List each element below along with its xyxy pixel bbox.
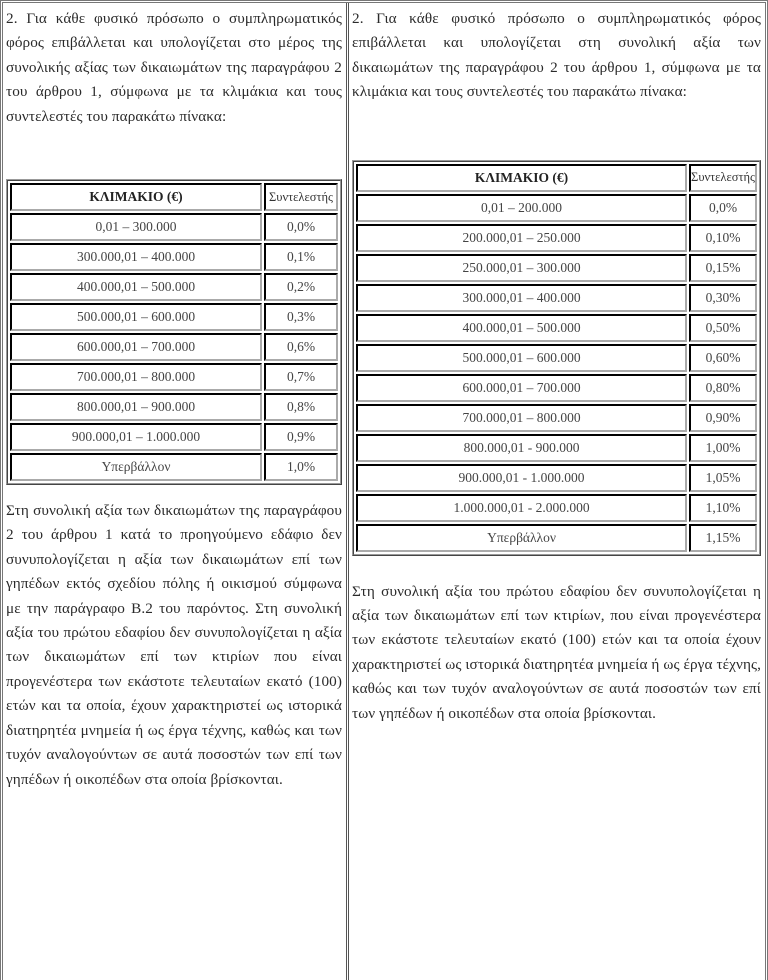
rate-cell: 0,2% bbox=[264, 273, 338, 301]
table-row bbox=[10, 273, 338, 301]
rate-cell: 0,1% bbox=[264, 243, 338, 271]
rate-cell: 0,0% bbox=[689, 194, 757, 222]
rate-cell: 0,15% bbox=[689, 254, 757, 282]
bracket-header: ΚΛΙΜΑΚΙΟ (€) bbox=[10, 183, 262, 211]
bracket-cell: 900.000,01 – 1.000.000 bbox=[10, 423, 262, 451]
rate-cell: 1,0% bbox=[264, 453, 338, 481]
rate-cell: 0,80% bbox=[689, 374, 757, 402]
rate-header: Συντελεστής bbox=[689, 164, 757, 192]
table-row bbox=[10, 243, 338, 271]
rate-cell: 1,15% bbox=[689, 524, 757, 552]
bracket-cell: 1.000.000,01 - 2.000.000 bbox=[356, 494, 687, 522]
table-row bbox=[356, 254, 757, 282]
table-row bbox=[356, 314, 757, 342]
bracket-cell: Υπερβάλλον bbox=[356, 524, 687, 552]
bracket-cell: 0,01 – 200.000 bbox=[356, 194, 687, 222]
table-row bbox=[356, 524, 757, 552]
right-outro-paragraph: Στη συνολική αξία του πρώτου εδαφίου δεν συνυπολογίζεται η αξία των δικαιωμάτων επί των κτιρίων, που είναι προγενέστερα των εκάστοτε τελευταίων εκατό (100) ετών και τα οποία έχουν χαρακτηριστεί ως ιστορικά διατηρητέα μνημεία ή ως έργα τέχνης, καθώς και των τυχόν αναλογούντων σε αυτά ποσοστών των επί των γηπέδων ή οικοπέδων στα οποία βρίσκονται. bbox=[352, 582, 761, 722]
bracket-cell: 400.000,01 – 500.000 bbox=[10, 273, 262, 301]
table-row bbox=[356, 374, 757, 402]
table-row bbox=[10, 393, 338, 421]
rate-cell: 0,90% bbox=[689, 404, 757, 432]
bracket-cell: 700.000,01 – 800.000 bbox=[10, 363, 262, 391]
right-intro-paragraph: 2. Για κάθε φυσικό πρόσωπο ο συμπληρωματικός φόρος επιβάλλεται και υπολογίζεται στη συνολική αξία των δικαιωμάτων της παραγράφου 2 του άρθρου 1, σύμφωνα με τα κλιμάκια και τους συντελεστές του παρακάτω πίνακα: bbox=[352, 10, 761, 101]
left-column bbox=[3, 3, 349, 980]
table-row bbox=[10, 453, 338, 481]
bracket-cell: 400.000,01 – 500.000 bbox=[356, 314, 687, 342]
table-row bbox=[356, 284, 757, 312]
left-outro-paragraph: Στη συνολική αξία των δικαιωμάτων της παραγράφου 2 του άρθρου 1 κατά το προηγούμενο εδάφιο δεν συνυπολογίζεται η αξία των δικαιωμάτων επί των γηπέδων εκτός σχεδίου πόλης ή οικισμού σύμφωνα με την παράγραφο Β.2 του παρόντος. Στη συνολική αξία του πρώτου εδαφίου δεν συνυπολογίζεται η αξία των δικαιωμάτων επί των κτιρίων που είναι προγενέστερα των εκάστοτε τελευταίων εκατό (100) ετών και τα οποία, έχουν χαρακτηριστεί ως ιστορικά διατηρητέα μνημεία ή ως έργα τέχνης, καθώς και των τυχόν αναλογούντων σε αυτά ποσοστών των επί των γηπέδων ή οικοπέδων στα οποία βρίσκονται. bbox=[6, 502, 342, 788]
bracket-cell: 900.000,01 - 1.000.000 bbox=[356, 464, 687, 492]
bracket-cell: 300.000,01 – 400.000 bbox=[356, 284, 687, 312]
rate-cell: 0,50% bbox=[689, 314, 757, 342]
bracket-cell: 300.000,01 – 400.000 bbox=[10, 243, 262, 271]
bracket-cell: 0,01 – 300.000 bbox=[10, 213, 262, 241]
table-row bbox=[10, 363, 338, 391]
bracket-cell: 600.000,01 – 700.000 bbox=[356, 374, 687, 402]
rate-cell: 0,3% bbox=[264, 303, 338, 331]
bracket-cell: 500.000,01 – 600.000 bbox=[10, 303, 262, 331]
bracket-cell: 250.000,01 – 300.000 bbox=[356, 254, 687, 282]
rate-header: Συντελεστής bbox=[264, 183, 338, 211]
rate-cell: 0,30% bbox=[689, 284, 757, 312]
bracket-cell: 600.000,01 – 700.000 bbox=[10, 333, 262, 361]
table-row bbox=[10, 213, 338, 241]
bracket-cell: Υπερβάλλον bbox=[10, 453, 262, 481]
rate-cell: 0,60% bbox=[689, 344, 757, 372]
bracket-cell: 200.000,01 – 250.000 bbox=[356, 224, 687, 252]
table-row bbox=[356, 224, 757, 252]
table-row bbox=[356, 404, 757, 432]
bracket-header: ΚΛΙΜΑΚΙΟ (€) bbox=[356, 164, 687, 192]
bracket-cell: 700.000,01 – 800.000 bbox=[356, 404, 687, 432]
left-rates-table bbox=[6, 179, 342, 485]
table-header-row bbox=[10, 183, 338, 211]
rate-cell: 1,10% bbox=[689, 494, 757, 522]
left-intro-paragraph: 2. Για κάθε φυσικό πρόσωπο ο συμπληρωματικός φόρος επιβάλλεται και υπολογίζεται στο μέρος της συνολικής αξίας των δικαιωμάτων της παραγράφου 2 του άρθρου 1, σύμφωνα με τα κλιμάκια και τους συντελεστές του παρακάτω πίνακα: bbox=[6, 10, 342, 125]
bracket-cell: 800.000,01 – 900.000 bbox=[10, 393, 262, 421]
table-row bbox=[356, 464, 757, 492]
table-row bbox=[356, 434, 757, 462]
rate-cell: 1,05% bbox=[689, 464, 757, 492]
table-row bbox=[356, 344, 757, 372]
table-row bbox=[356, 194, 757, 222]
table-row bbox=[10, 423, 338, 451]
rate-cell: 1,00% bbox=[689, 434, 757, 462]
table-row bbox=[10, 303, 338, 331]
rate-cell: 0,10% bbox=[689, 224, 757, 252]
bracket-cell: 800.000,01 - 900.000 bbox=[356, 434, 687, 462]
rate-cell: 0,8% bbox=[264, 393, 338, 421]
rate-cell: 0,7% bbox=[264, 363, 338, 391]
right-column bbox=[349, 3, 765, 980]
rate-cell: 0,0% bbox=[264, 213, 338, 241]
rate-cell: 0,6% bbox=[264, 333, 338, 361]
table-row bbox=[356, 494, 757, 522]
rate-cell: 0,9% bbox=[264, 423, 338, 451]
right-rates-table bbox=[352, 160, 761, 556]
table-header-row bbox=[356, 164, 757, 192]
table-row bbox=[10, 333, 338, 361]
bracket-cell: 500.000,01 – 600.000 bbox=[356, 344, 687, 372]
